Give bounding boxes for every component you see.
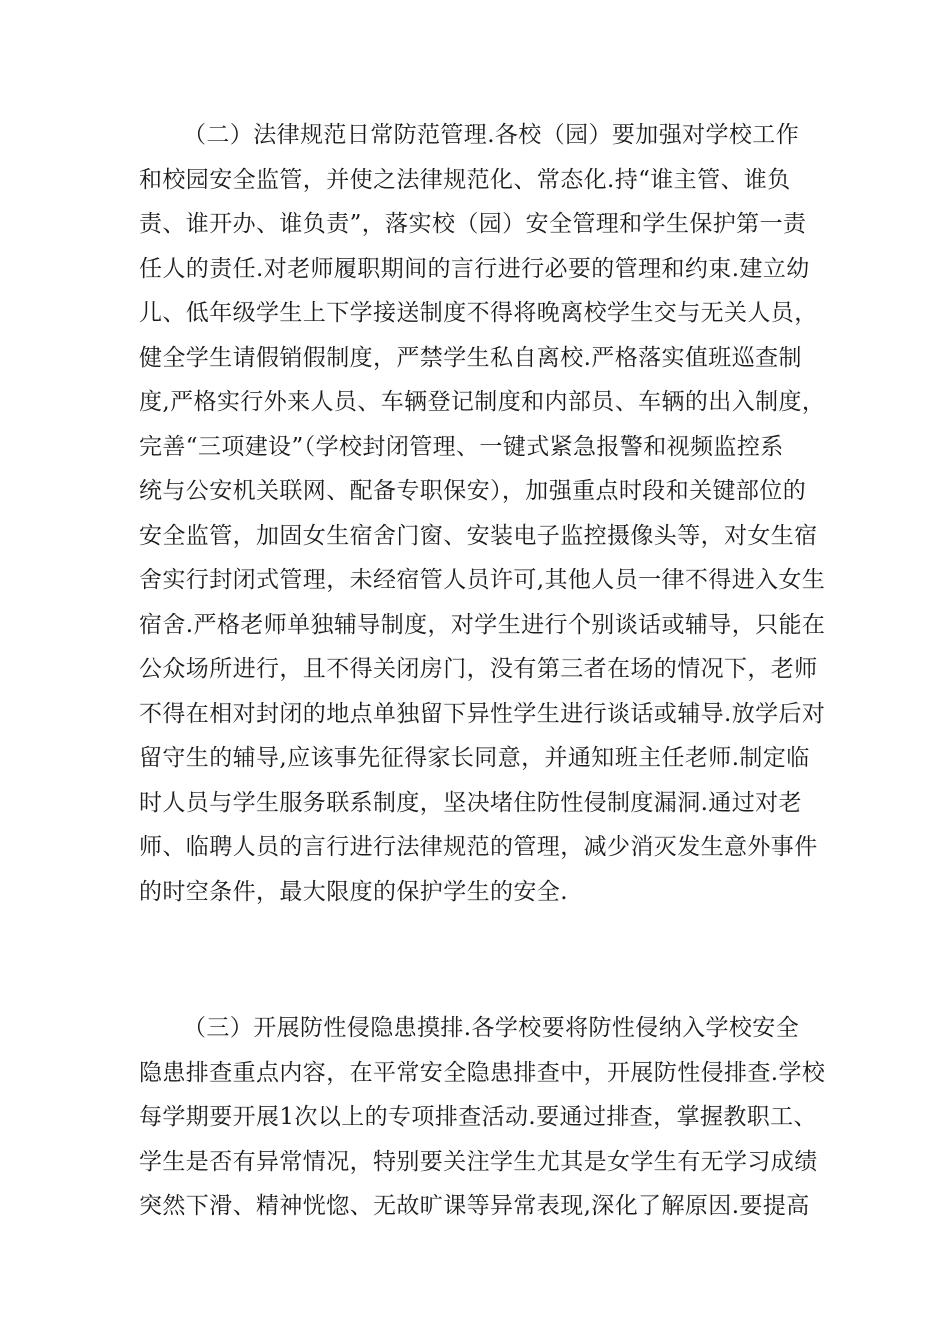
section-3-paragraph [139, 1006, 839, 1229]
text-line: 和校园安全监管，并使之法律规范化、常态化.持“谁主管、谁负 [139, 166, 791, 193]
section-2-paragraph [139, 113, 839, 914]
text-line: 学生是否有异常情况，特别要关注学生尤其是女学生有无学习成绩 [139, 1148, 818, 1175]
text-line: 任人的责任.对老师履职期间的言行进行必要的管理和约束.建立幼 [139, 255, 810, 282]
text-line: 安全监管，加固女生宿舍门窗、安装电子监控摄像头等，对女生宿 [139, 522, 818, 549]
text-line: （二）法律规范日常防范管理.各校（园）要加强对学校工作 [183, 122, 800, 148]
text-line: 不得在相对封闭的地点单独留下异性学生进行谈话或辅导.放学后对 [139, 700, 826, 727]
text-line: 每学期要开展1次以上的专项排查活动.要通过排查，掌握教职工、 [139, 1104, 817, 1130]
text-line: 留守生的辅导,应该事先征得家长同意，并通知班主任老师.制定临 [139, 745, 810, 771]
text-line: 舍实行封闭式管理，未经宿管人员许可,其他人员一律不得进入女生 [139, 567, 826, 593]
text-line: 宿舍.严格老师单独辅导制度，对学生进行个别谈话或辅导，只能在 [139, 611, 826, 638]
text-line: 隐患排查重点内容，在平常安全隐患排查中，开展防性侵排查.学校 [139, 1059, 826, 1086]
text-line: 度,严格实行外来人员、车辆登记制度和内部员、车辆的出入制度， [139, 389, 826, 415]
text-line: 健全学生请假销假制度，严禁学生私自离校.严格落实值班巡查制 [139, 344, 802, 371]
text-line: 时人员与学生服务联系制度，坚决堵住防性侵制度漏洞.通过对老 [139, 789, 802, 816]
text-line: 公众场所进行，且不得关闭房门，没有第三者在场的情况下，老师 [139, 656, 818, 682]
text-line: 责、谁开办、谁负责”，落实校（园）安全管理和学生保护第一责 [139, 211, 807, 237]
text-line: 的时空条件，最大限度的保护学生的安全. [139, 878, 568, 905]
text-line: 突然下滑、精神恍惚、无故旷课等异常表现,深化了解原因.要提高 [139, 1193, 810, 1219]
text-line: 统与公安机关联网、配备专职保安），加强重点时段和关键部位的 [139, 478, 807, 504]
text-line: 儿、低年级学生上下学接送制度不得将晚离校学生交与无关人员， [139, 300, 818, 326]
text-line: 师、临聘人员的言行进行法律规范的管理，减少消灭发生意外事件 [139, 834, 818, 860]
text-line: 完善“三项建设”（学校封闭管理、一键式紧急报警和视频监控系 [139, 433, 784, 460]
text-line: （三）开展防性侵隐患摸排.各学校要将防性侵纳入学校安全 [183, 1015, 800, 1041]
